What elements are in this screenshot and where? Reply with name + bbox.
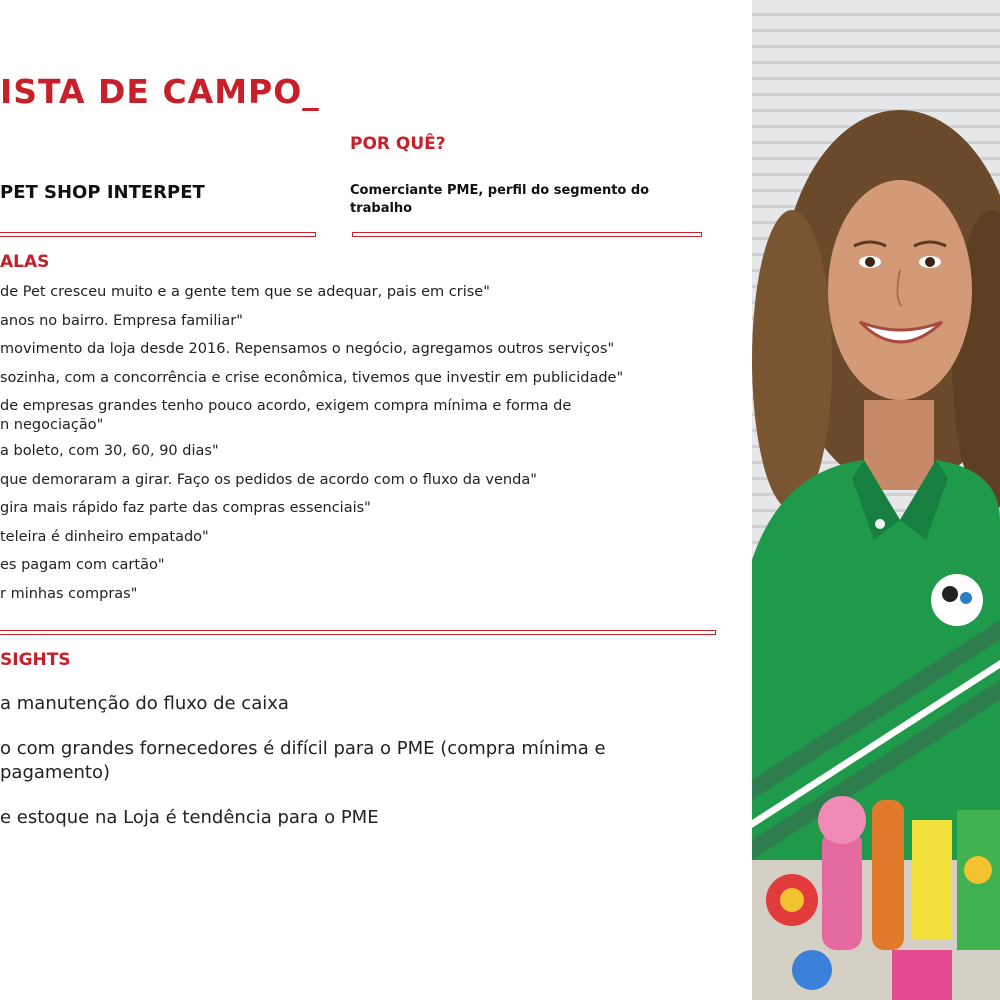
divider-insights <box>0 630 716 635</box>
quotes-list <box>0 283 720 613</box>
quote-item: de empresas grandes tenho pouco acordo, exigem compra mínima e forma de n negociação" <box>0 398 572 433</box>
interviewee-name: PET SHOP INTERPET <box>0 182 205 203</box>
insight-item: e estoque na Loja é tendência para o PME <box>0 807 379 828</box>
quote-item: anos no bairro. Empresa familiar" <box>0 312 243 329</box>
quote-item: r minhas compras" <box>0 585 138 602</box>
why-heading: POR QUÊ? <box>350 134 446 154</box>
falas-heading: ALAS <box>0 252 50 272</box>
quote-item: de Pet cresceu muito e a gente tem que se adequar, pais em crise" <box>0 284 490 300</box>
page-title: ISTA DE CAMPO_ <box>0 72 320 111</box>
quote-item: sozinha, com a concorrência e crise econômica, tivemos que investir em publicidade" <box>0 369 624 386</box>
quote-item: teleira é dinheiro empatado" <box>0 528 209 545</box>
why-text: Comerciante PME, perfil do segmento do trabalho <box>350 183 650 216</box>
quote-item: a boleto, com 30, 60, 90 dias" <box>0 443 219 459</box>
insights-heading: SIGHTS <box>0 650 71 670</box>
insight-item: o com grandes fornecedores é difícil para o PME (compra mínima e pagamento) <box>0 738 606 783</box>
interviewee-photo <box>752 0 1000 1000</box>
divider-left <box>0 232 316 237</box>
insight-item: a manutenção do fluxo de caixa <box>0 693 289 714</box>
insights-list <box>0 692 720 851</box>
divider-right <box>352 232 702 237</box>
quote-item: gira mais rápido faz parte das compras essenciais" <box>0 500 371 516</box>
quote-item: que demoraram a girar. Faço os pedidos de acordo com o fluxo da venda" <box>0 471 537 488</box>
quote-item: es pagam com cartão" <box>0 557 165 573</box>
quote-item: movimento da loja desde 2016. Repensamos o negócio, agregamos outros serviços" <box>0 341 615 357</box>
